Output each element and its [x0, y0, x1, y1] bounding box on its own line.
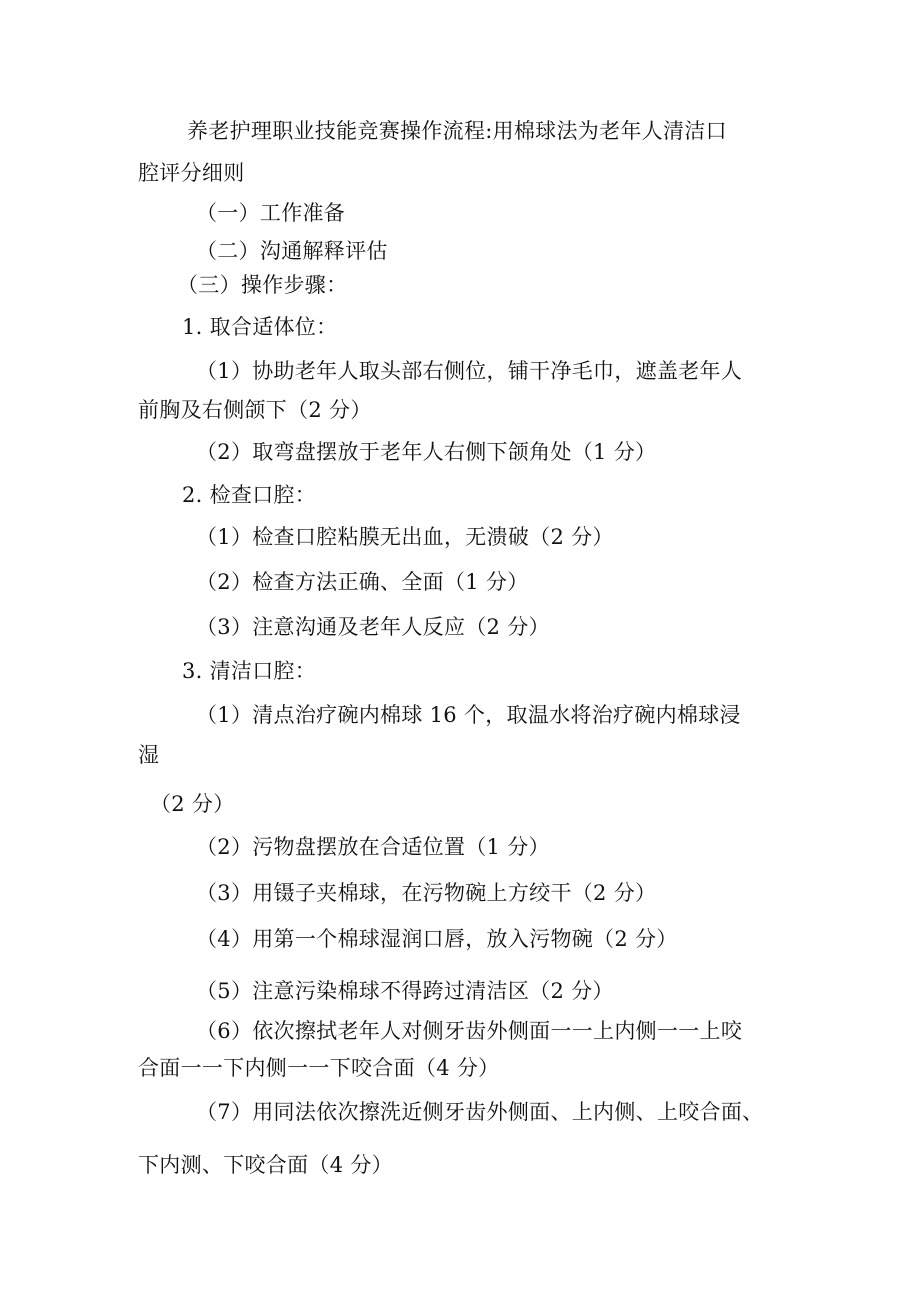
step3-item1-line1: （1）清点治疗碗内棉球 16 个，取温水将治疗碗内棉球浸 [196, 703, 741, 727]
title-line-2: 腔评分细则 [138, 161, 245, 185]
step3-item3: （3）用镊子夹棉球，在污物碗上方绞干（2 分） [196, 881, 657, 905]
step1-item1-line2: 前胸及右侧颌下（2 分） [138, 398, 372, 422]
title-line-1: 养老护理职业技能竞赛操作流程:用棉球法为老年人清洁口 [187, 119, 727, 143]
step2-item2: （2）检查方法正确、全面（1 分） [196, 570, 529, 594]
step2-item3: （3）注意沟通及老年人反应（2 分） [196, 615, 550, 639]
step3-item1-line3: （2 分） [150, 792, 235, 816]
step1-item1-line1: （1）协助老年人取头部右侧位，铺干净毛巾，遮盖老年人 [196, 359, 743, 383]
step2-item1: （1）检查口腔粘膜无出血，无溃破（2 分） [196, 525, 614, 549]
section-operation-steps: （三）操作步骤： [177, 273, 348, 297]
step3-heading: 3. 清洁口腔： [182, 659, 317, 683]
step3-item6-line2: 合面一一下内侧一一下咬合面（4 分） [138, 1056, 500, 1080]
step3-item5: （5）注意污染棉球不得跨过清洁区（2 分） [196, 979, 614, 1003]
step3-item2: （2）污物盘摆放在合适位置（1 分） [196, 835, 550, 859]
step2-heading: 2. 检查口腔： [182, 483, 317, 507]
step3-item6-line1: （6）依次擦拭老年人对侧牙齿外侧面一一上内侧一一上咬 [196, 1019, 743, 1043]
step1-heading: 1. 取合适体位： [182, 315, 338, 339]
step3-item7-line2: 下内测、下咬合面（4 分） [138, 1153, 393, 1177]
section-communication-assessment: （二）沟通解释评估 [196, 239, 388, 263]
section-work-preparation: （一）工作准备 [196, 201, 346, 225]
step3-item4: （4）用第一个棉球湿润口唇，放入污物碗（2 分） [196, 927, 678, 951]
step1-item2: （2）取弯盘摆放于老年人右侧下颌角处（1 分） [196, 440, 657, 464]
step3-item1-line2: 湿 [138, 743, 160, 767]
step3-item7-line1: （7）用同法依次擦洗近侧牙齿外侧面、上内侧、上咬合面、 [196, 1100, 764, 1124]
